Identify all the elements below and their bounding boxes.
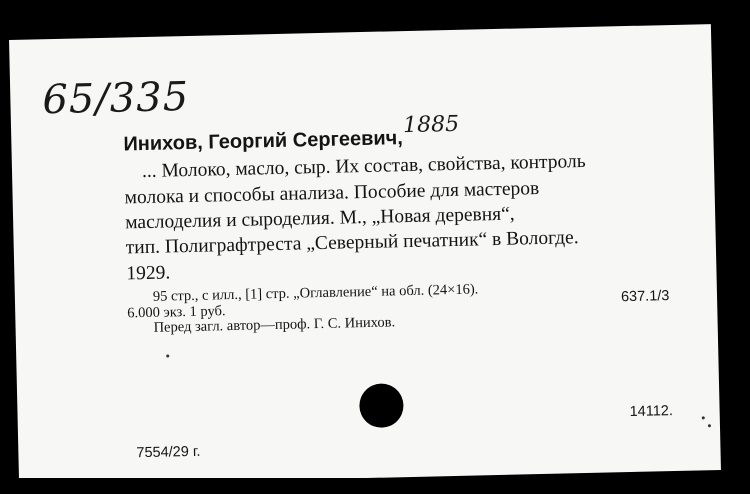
ink-speck <box>166 354 169 357</box>
title-line: молока и способы анализа. Пособие для мастеров <box>124 178 540 209</box>
inventory-number: 14112. <box>629 403 674 421</box>
title-line: тип. Полиграфтреста „Северный печатник“ в Вологде. <box>125 227 579 259</box>
title-line: 1929. <box>126 262 171 285</box>
handwritten-year-note: 1885 <box>402 111 460 139</box>
scan-border <box>0 478 750 494</box>
physical-description: 95 стр., с илл., [1] стр. „Оглавление“ на обл. (24×16). <box>152 281 479 305</box>
ink-speck <box>708 424 711 427</box>
punch-hole <box>359 383 404 428</box>
title-line: ... Молоко, масло, сыр. Их состав, свойства, контроль <box>141 150 586 183</box>
note-line: Перед загл. автор—проф. Г. С. Инихов. <box>153 314 396 336</box>
ink-speck <box>702 416 705 419</box>
print-run-price: 6.000 экз. 1 руб. <box>127 303 226 322</box>
catalog-card <box>9 24 721 486</box>
accession-number: 7554/29 г. <box>136 443 201 462</box>
class-number: 637.1/3 <box>620 288 670 306</box>
title-line: маслоделия и сыроделия. М., „Новая деревня“, <box>124 203 515 234</box>
call-number: 65/335 <box>41 73 190 124</box>
author-heading: Инихов, Георгий Сергеевич, <box>123 127 404 156</box>
